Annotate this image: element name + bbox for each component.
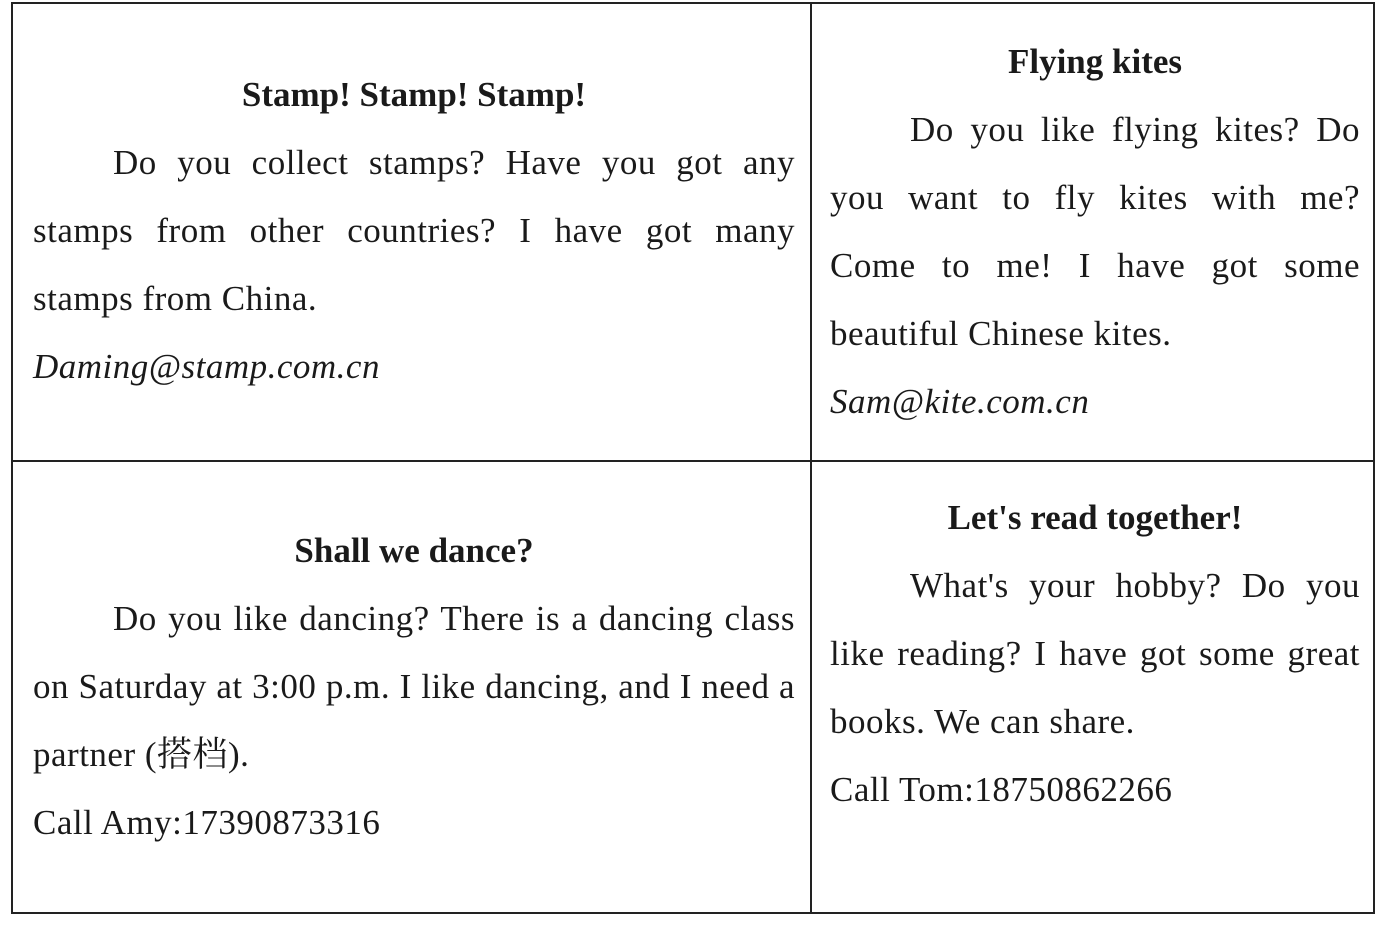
ad-body: Do you like dancing? There is a dancing class on Saturday at 3:00 p.m. I like dancing, and I need a partner (搭档). [33,599,795,774]
ad-contact-email: Sam@kite.com.cn [830,382,1090,421]
ad-title: Let's read together! [947,498,1243,537]
ad-body: What's your hobby? Do you like reading? I have got some great books. We can share. [830,566,1360,741]
ad-contact-phone: Call Amy:17390873316 [33,803,381,842]
ad-title: Shall we dance? [294,531,534,570]
row-divider [13,460,1373,462]
ad-cell-kites [830,28,1360,436]
ad-cell-read [830,484,1360,824]
ad-cell-stamp [33,61,795,401]
ad-title: Flying kites [1007,42,1183,81]
ad-cell-dance [33,517,795,857]
column-divider [810,4,812,912]
ad-body: Do you like flying kites? Do you want to fly kites with me? Come to me! I have got some beautiful Chinese kites. [830,110,1360,353]
ad-title: Stamp! Stamp! Stamp! [241,75,587,114]
ad-contact-phone: Call Tom:18750862266 [830,770,1173,809]
ad-contact-email: Daming@stamp.com.cn [33,347,380,386]
ad-body: Do you collect stamps? Have you got any stamps from other countries? I have got many stamps from China. [33,143,795,318]
